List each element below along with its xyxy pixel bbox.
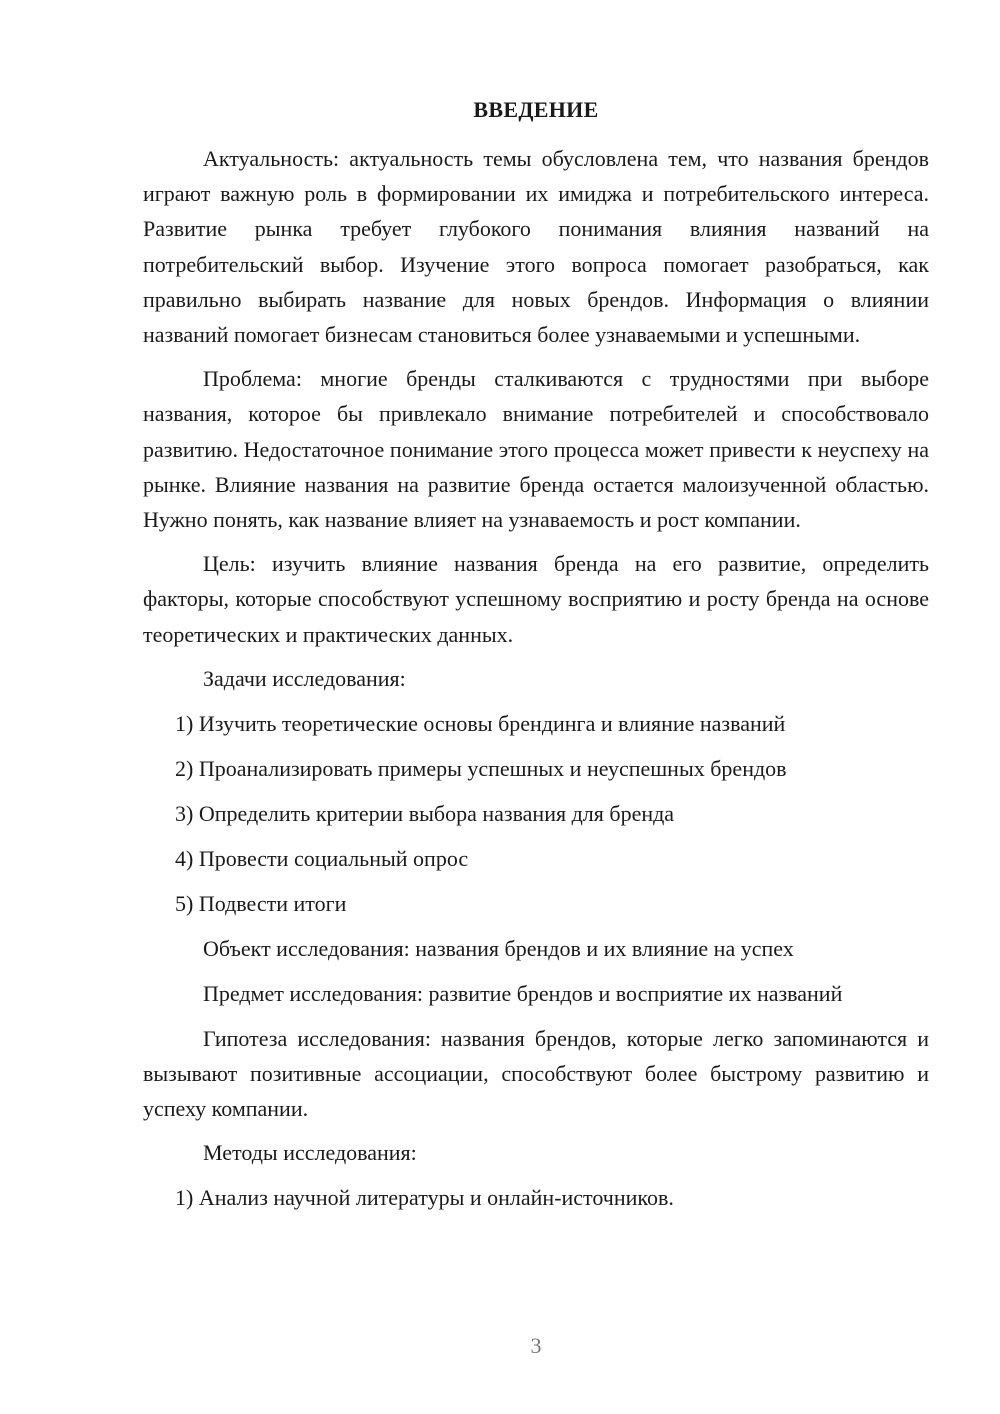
goal-paragraph: Цель: изучить влияние названия бренда на его развитие, определить факторы, которые способствуют успешному восприятию и росту бренда на основе теоретических и практических данных. [143, 551, 929, 647]
list-item: 4) Провести социальный опрос [175, 845, 469, 871]
list-item: 5) Подвести итоги [175, 890, 347, 916]
list-item: 1) Изучить теоретические основы брендинга и влияние названий [175, 710, 786, 736]
relevance-paragraph: Актуальность: актуальность темы обусловлена тем, что названия брендов играют важную роль в формировании их имиджа и потребительского интереса. Развитие рынка требует глубокого понимания влияния названий на потребительский выбор. Изучение этого вопроса помогает разобраться, как правильно выбирать название для новых брендов. Информация о влиянии названий помогает бизнесам становиться более узнаваемыми и успешными. [143, 146, 929, 348]
page-content [143, 92, 929, 1225]
methods-list [143, 1180, 929, 1215]
page-number: 3 [530, 1333, 542, 1358]
tasks-list [143, 706, 929, 921]
tasks-heading: Задачи исследования: [203, 665, 406, 691]
problem-paragraph: Проблема: многие бренды сталкиваются с трудностями при выборе названия, которое бы привлекало внимание потребителей и способствовало развитию. Недостаточное понимание этого процесса может привести к неуспеху на рынке. Влияние названия на развитие бренда остается малоизученной областью. Нужно понять, как название влияет на узнаваемость и рост компании. [143, 366, 929, 533]
list-item: 1) Анализ научной литературы и онлайн-источников. [175, 1185, 674, 1211]
list-item: 3) Определить критерии выбора названия для бренда [175, 800, 675, 826]
methods-heading: Методы исследования: [203, 1140, 417, 1166]
hypothesis-paragraph: Гипотеза исследования: названия брендов, которые легко запоминаются и вызывают позитивные ассоциации, способствуют более быстрому развитию и успеху компании. [143, 1025, 929, 1122]
list-item: 2) Проанализировать примеры успешных и неуспешных брендов [175, 755, 787, 781]
page-title: ВВЕДЕНИЕ [473, 97, 599, 122]
research-subject: Предмет исследования: развитие брендов и восприятие их названий [203, 980, 843, 1006]
research-object: Объект исследования: названия брендов и их влияние на успех [203, 935, 794, 961]
